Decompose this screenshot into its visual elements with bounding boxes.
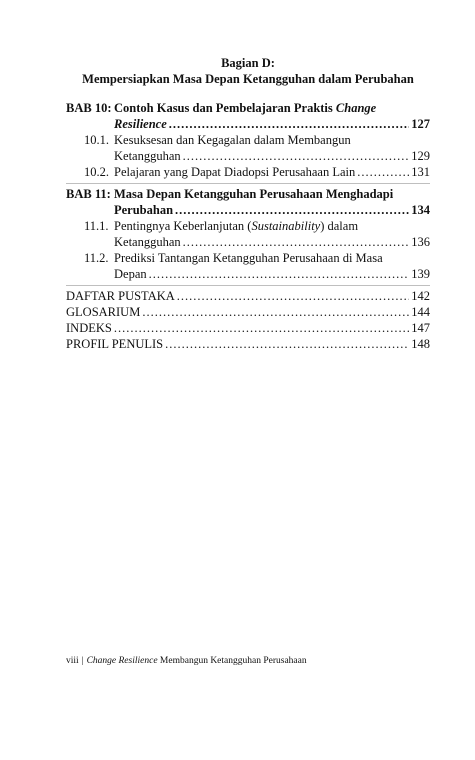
dot-leader [149,266,410,282]
page-numeral: viii [66,656,79,666]
section-title-cont: Depan [114,267,147,281]
chapter-title: Masa Depan Ketangguhan Perusahaan Menghadapi [114,187,394,201]
dot-leader [175,202,409,218]
toc-indeks[interactable] [66,320,430,336]
chapter-title-cont: Resilience [114,117,167,131]
dot-leader [183,148,410,164]
book-title-rest: Membangun Ketangguhan Perusahaan [159,656,307,666]
page-number: 147 [411,321,430,335]
toc-daftar-pustaka[interactable] [66,285,430,304]
part-label: Bagian D: [221,56,275,70]
page-number: 131 [411,165,430,179]
toc-section-11-1-line1[interactable] [66,218,430,234]
book-title-italic: Change Resilience [86,656,158,666]
section-title: Kesuksesan dan Kegagalan dalam Membangun [114,133,351,147]
back-matter-label: GLOSARIUM [66,305,141,319]
dot-leader [142,304,409,320]
back-matter-label: INDEKS [66,321,112,335]
page-number: 129 [411,149,430,163]
toc-section-11-2-line2[interactable] [66,266,430,282]
page-footer [66,656,307,666]
chapter-number: BAB 11: [66,187,111,201]
section-number: 10.2. [84,165,109,179]
page-number: 142 [411,289,430,303]
section-title-cont: Ketangguhan [114,149,181,163]
dot-leader [357,164,409,180]
dot-leader [177,288,409,304]
toc-profil-penulis[interactable] [66,336,430,352]
section-number: 11.2. [84,251,109,265]
dot-leader [169,116,409,132]
page-number: 127 [411,117,430,131]
back-matter-label: PROFIL PENULIS [66,337,164,351]
footer-separator: | [81,656,84,666]
page-number: 139 [411,267,430,281]
dot-leader [114,320,409,336]
toc-section-10-1-line1[interactable] [66,132,430,148]
toc-chapter-10-line1 [66,100,430,116]
toc-chapter-11-line2[interactable] [66,202,430,218]
back-matter-label: DAFTAR PUSTAKA [66,289,175,303]
toc-section-11-1-line2[interactable] [66,234,430,250]
section-number: 10.1. [84,133,109,147]
toc-glosarium[interactable] [66,304,430,320]
toc-section-11-2-line1[interactable] [66,250,430,266]
page-number: 134 [411,203,430,217]
section-title: Prediksi Tantangan Ketangguhan Perusahaan di Masa [114,251,383,265]
toc-chapter-10-line2[interactable] [66,116,430,132]
section-title-cont: Ketangguhan [114,235,181,249]
section-number: 11.1. [84,219,109,233]
dot-leader [183,234,410,250]
toc-section-10-1-line2[interactable] [66,148,430,164]
chapter-title-cont: Perubahan [114,203,174,217]
section-title: Pentingnya Keberlanjutan (Sustainability) dalam [114,219,359,233]
chapter-number: BAB 10: [66,101,112,115]
toc-chapter-11-line1 [66,183,430,202]
section-title: Pelajaran yang Dapat Diadopsi Perusahaan Lain [114,165,356,179]
page-number: 148 [411,337,430,351]
dot-leader [165,336,409,352]
chapter-title: Contoh Kasus dan Pembelajaran Praktis Change [114,101,377,115]
page-number: 136 [411,235,430,249]
part-title: Mempersiapkan Masa Depan Ketangguhan dalam Perubahan [82,72,414,86]
page-number: 144 [411,305,430,319]
toc-section-10-2[interactable] [66,164,430,180]
table-of-contents [66,100,430,352]
